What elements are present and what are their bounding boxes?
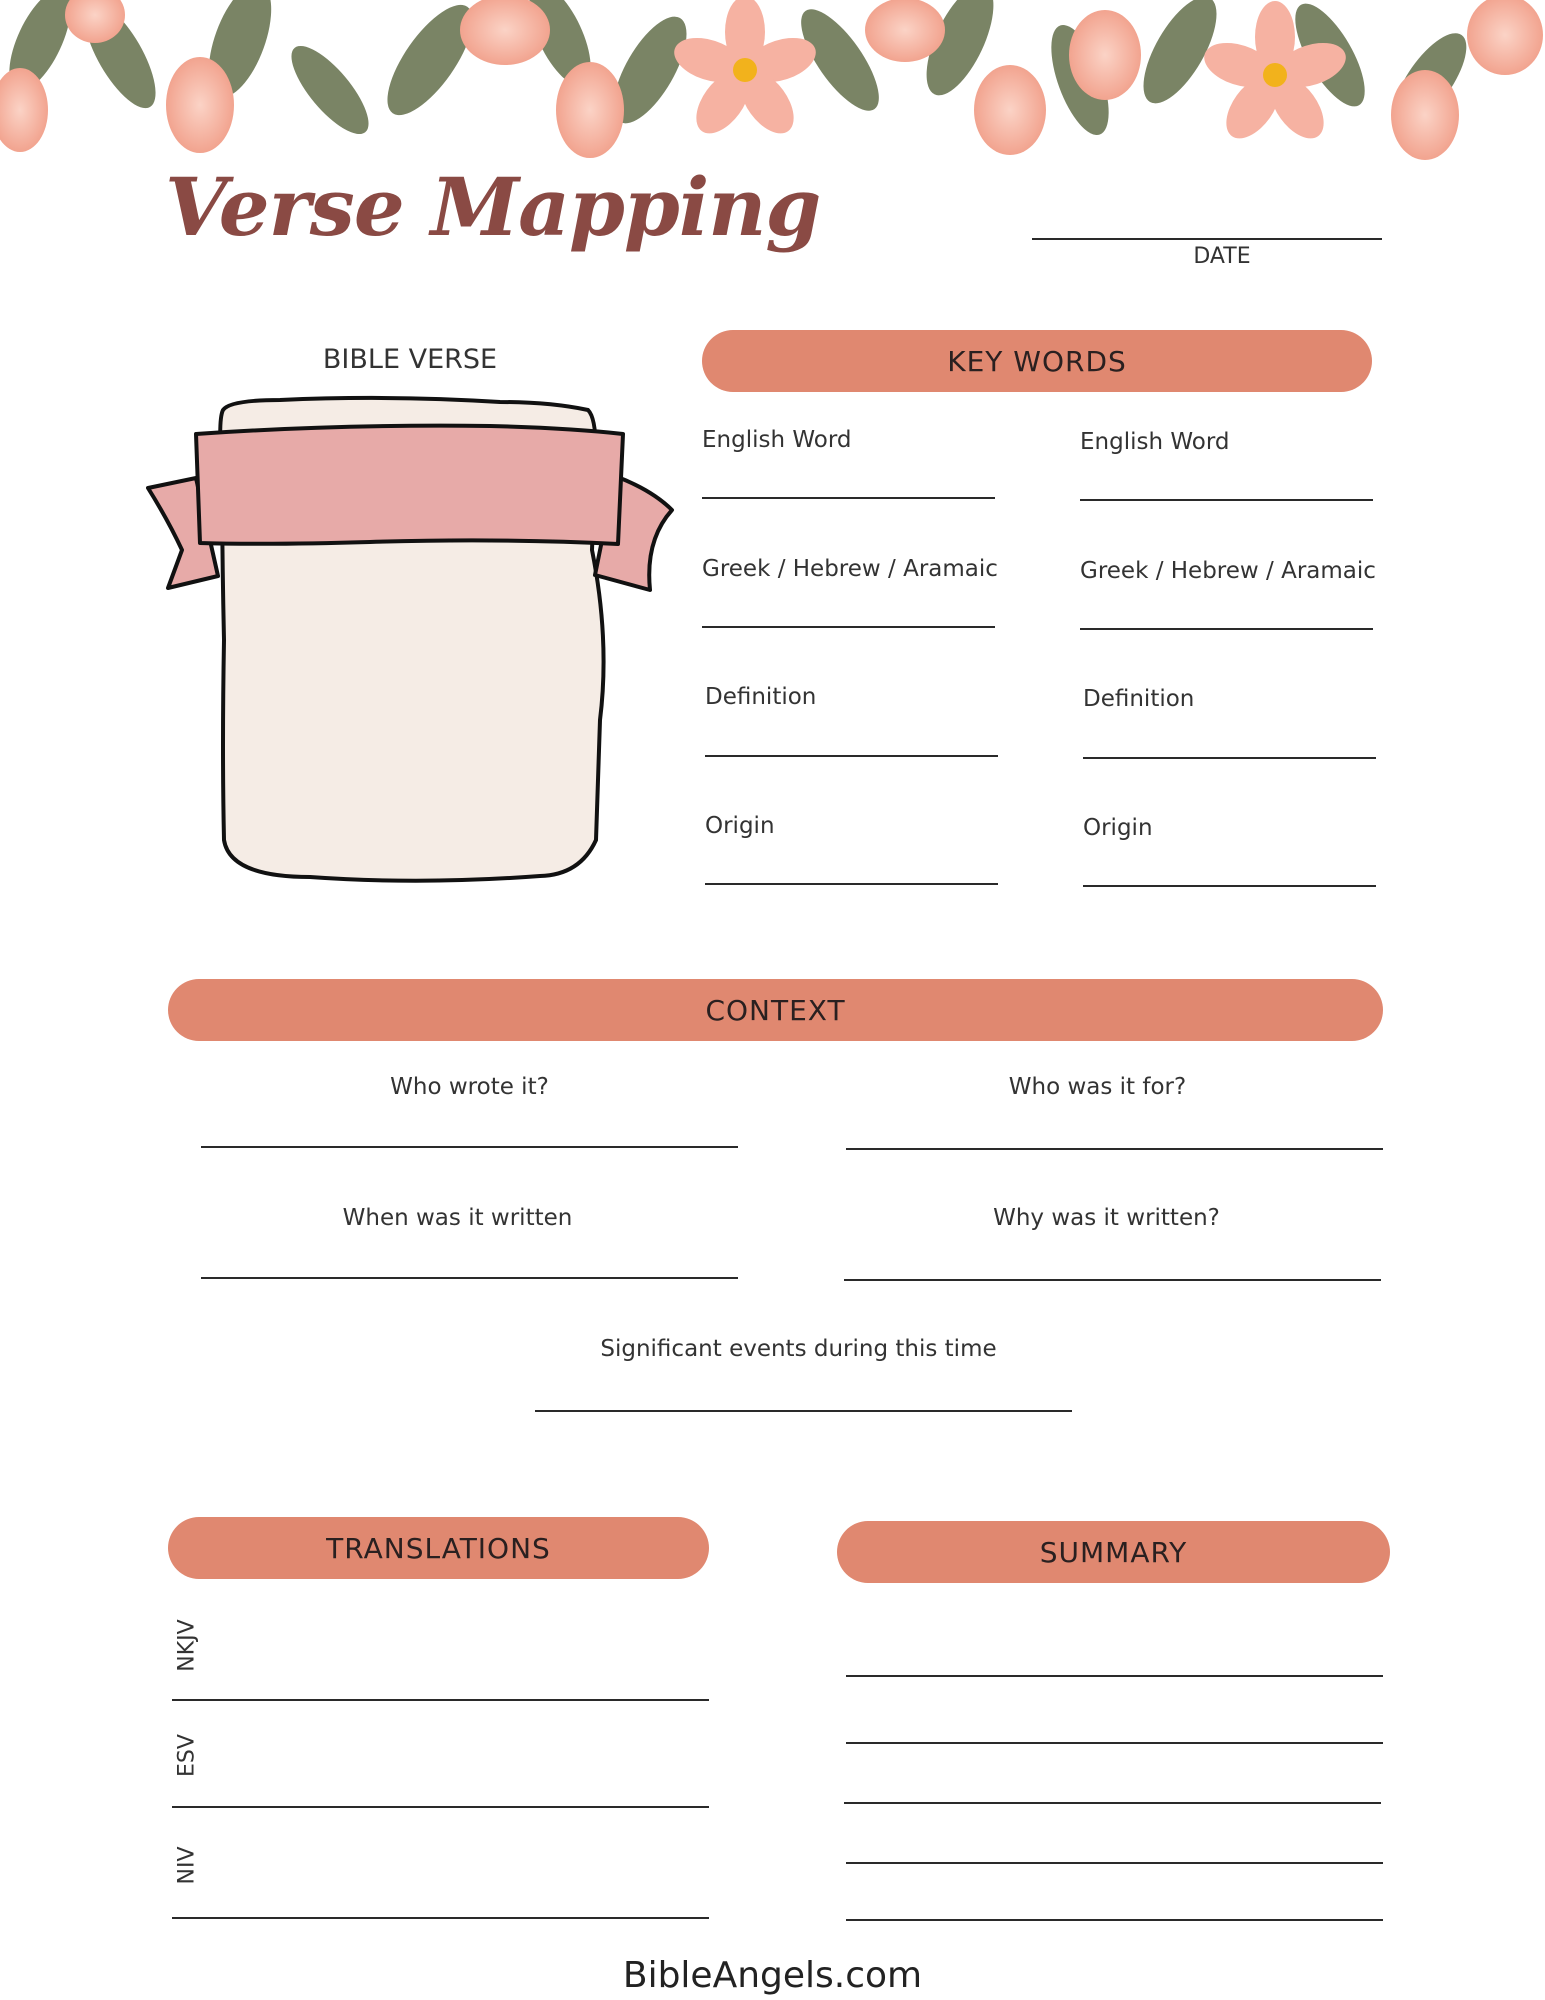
summary-line-4[interactable] — [846, 1862, 1383, 1864]
translation-nkjv-label: NKJV — [174, 1619, 200, 1672]
context-who-for: Who was it for? — [1008, 1074, 1187, 1100]
kw-original-2: Greek / Hebrew / Aramaic — [1080, 558, 1376, 584]
translation-nkjv-line[interactable] — [172, 1699, 709, 1701]
summary-line-2[interactable] — [846, 1742, 1383, 1744]
kw-definition-line-2[interactable] — [1083, 757, 1376, 759]
date-line[interactable] — [1032, 238, 1382, 240]
context-why-written-line[interactable] — [844, 1279, 1381, 1281]
context-why-written: Why was it written? — [993, 1205, 1220, 1231]
summary-line-1[interactable] — [846, 1675, 1383, 1677]
summary-line-5[interactable] — [846, 1919, 1383, 1921]
translation-esv-label: ESV — [174, 1734, 200, 1777]
kw-definition-2: Definition — [1083, 686, 1195, 712]
context-who-wrote: Who wrote it? — [390, 1074, 549, 1100]
kw-definition-line-1[interactable] — [705, 755, 998, 757]
floral-banner — [0, 0, 1545, 175]
translation-esv-line[interactable] — [172, 1806, 709, 1808]
date-label: DATE — [1193, 244, 1251, 269]
kw-original-1: Greek / Hebrew / Aramaic — [702, 556, 998, 582]
context-header: CONTEXT — [168, 979, 1383, 1041]
context-when-written: When was it written — [342, 1205, 573, 1231]
kw-original-line-1[interactable] — [702, 626, 995, 628]
kw-english-2: English Word — [1080, 429, 1230, 455]
kw-origin-2: Origin — [1083, 815, 1153, 841]
context-who-for-line[interactable] — [846, 1148, 1383, 1150]
context-when-written-line[interactable] — [201, 1277, 738, 1279]
kw-definition-1: Definition — [705, 684, 817, 710]
page-title: Verse Mapping — [165, 160, 821, 254]
summary-header: SUMMARY — [837, 1521, 1390, 1583]
translations-header: TRANSLATIONS — [168, 1517, 709, 1579]
footer-site: BibleAngels.com — [622, 1955, 923, 1996]
bible-verse-jar[interactable] — [140, 390, 680, 890]
kw-english-line-2[interactable] — [1080, 499, 1373, 501]
translation-niv-line[interactable] — [172, 1917, 709, 1919]
key-words-header: KEY WORDS — [702, 330, 1372, 392]
summary-line-3[interactable] — [844, 1802, 1381, 1804]
kw-origin-line-2[interactable] — [1083, 885, 1376, 887]
translation-niv-label: NIV — [174, 1846, 200, 1885]
context-events: Significant events during this time — [600, 1336, 997, 1362]
kw-origin-1: Origin — [705, 813, 775, 839]
context-events-line[interactable] — [535, 1410, 1072, 1412]
bible-verse-label: BIBLE VERSE — [322, 344, 498, 375]
kw-english-1: English Word — [702, 427, 852, 453]
kw-english-line-1[interactable] — [702, 497, 995, 499]
kw-origin-line-1[interactable] — [705, 883, 998, 885]
kw-original-line-2[interactable] — [1080, 628, 1373, 630]
context-who-wrote-line[interactable] — [201, 1146, 738, 1148]
